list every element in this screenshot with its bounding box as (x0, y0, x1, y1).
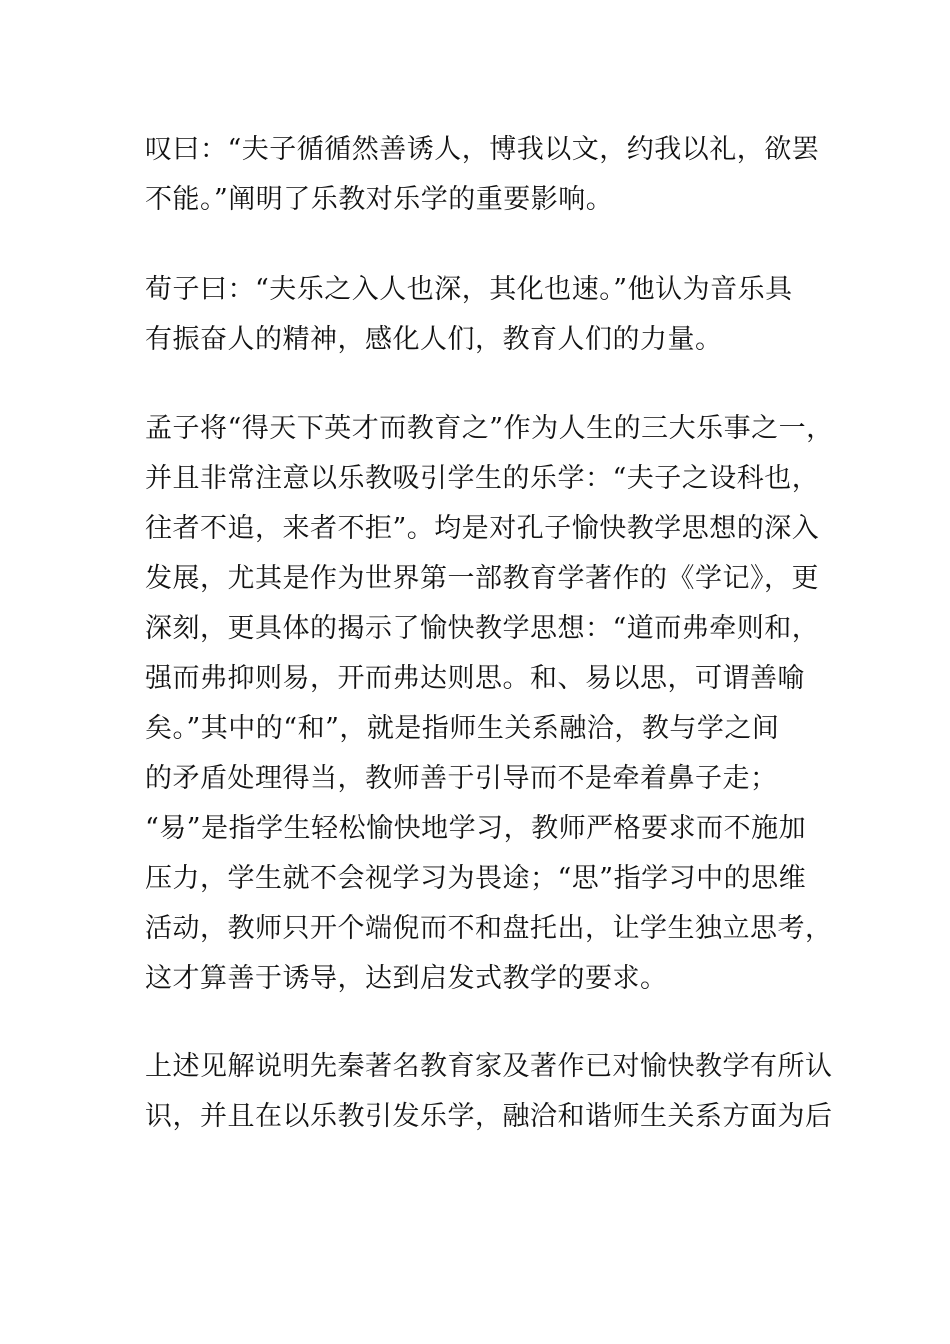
text-line: 深刻，更具体的揭示了愉快教学思想：“道而弗牵则和， (145, 613, 820, 644)
paragraph-xunzi (145, 265, 793, 365)
text-line: 识，并且在以乐教引发乐学，融洽和谐师生关系方面为后 (145, 1101, 833, 1132)
text-line: 压力，学生就不会视学习为畏途；“思”指学习中的思维 (145, 863, 807, 894)
text-line: 叹曰：“夫子循循然善诱人，博我以文，约我以礼，欲罢 (145, 134, 820, 165)
text-line: 孟子将“得天下英才而教育之”作为人生的三大乐事之一， (145, 413, 834, 444)
paragraph-confucius-praise (145, 125, 819, 225)
text-line: “易”是指学生轻松愉快地学习，教师严格要求而不施加 (145, 813, 807, 844)
text-line: 荀子曰：“夫乐之入人也深，其化也速。”他认为音乐具 (145, 274, 793, 305)
text-line: 上述见解说明先秦著名教育家及著作已对愉快教学有所认 (145, 1051, 833, 1082)
text-line: 不能。”阐明了乐教对乐学的重要影响。 (145, 184, 614, 215)
paragraph-mencius-xueji (145, 404, 834, 1004)
text-line: 强而弗抑则易，开而弗达则思。和、易以思，可谓善喻 (145, 663, 805, 694)
text-line: 的矛盾处理得当，教师善于引导而不是牵着鼻子走； (145, 763, 778, 794)
text-line: 有振奋人的精神，感化人们，教育人们的力量。 (145, 324, 723, 355)
text-line: 矣。”其中的“和”，就是指师生关系融洽，教与学之间 (145, 713, 780, 744)
text-line: 并且非常注意以乐教吸引学生的乐学：“夫子之设科也， (145, 463, 820, 494)
text-line: 发展，尤其是作为世界第一部教育学著作的《学记》，更 (145, 563, 819, 594)
paragraph-summary (145, 1042, 833, 1142)
text-line: 往者不追，来者不拒”。均是对孔子愉快教学思想的深入 (145, 513, 820, 544)
text-line: 这才算善于诱导，达到启发式教学的要求。 (145, 963, 668, 994)
text-line: 活动，教师只开个端倪而不和盘托出，让学生独立思考， (145, 913, 833, 944)
